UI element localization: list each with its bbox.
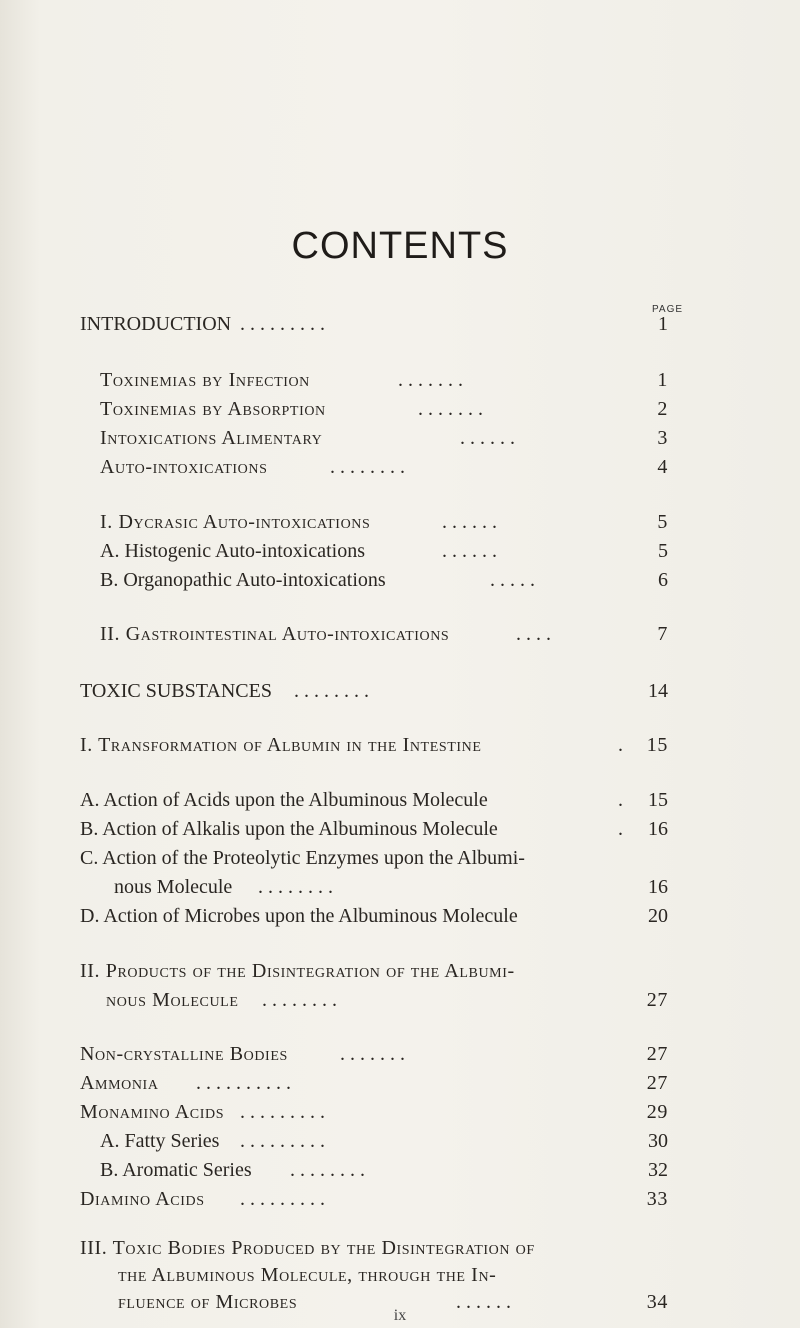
toc-entry	[0, 620, 800, 648]
toc-leader: . . . . . . . .	[290, 1159, 365, 1181]
toc-leader: . . . . . . .	[398, 369, 463, 391]
toc-entry	[0, 844, 800, 872]
toc-entry-text: D. Action of Microbes upon the Albuminous Molecule	[80, 905, 518, 927]
toc-entry-text: the Albuminous Molecule, through the In-	[118, 1264, 497, 1286]
toc-leader: . . . . . .	[442, 540, 497, 562]
toc-entry	[0, 424, 800, 452]
toc-page-number: 15	[646, 734, 668, 756]
toc-entry	[0, 1069, 800, 1097]
toc-leader: .	[618, 734, 623, 756]
toc-leader: . . . . . . . . .	[240, 1188, 325, 1210]
toc-entry-text: A. Fatty Series	[100, 1130, 220, 1152]
toc-page-number: 6	[658, 569, 668, 591]
toc-leader: . . . . . . .	[340, 1043, 405, 1065]
toc-entry	[0, 537, 800, 565]
toc-entry-text: III. Toxic Bodies Produced by the Disintegration of	[80, 1237, 535, 1259]
toc-entry-text: Toxinemias by Absorption	[100, 398, 326, 420]
toc-entry-text: Monamino Acids	[80, 1101, 225, 1123]
toc-entry-text: C. Action of the Proteolytic Enzymes upon the Albumi-	[80, 847, 525, 869]
toc-entry	[0, 1261, 800, 1289]
toc-page-number: 29	[646, 1101, 668, 1123]
toc-entry-text: Auto-intoxications	[100, 456, 268, 478]
toc-entry-text: Intoxications Alimentary	[100, 427, 323, 449]
toc-page-number: 15	[648, 789, 668, 811]
toc-page-number: 14	[648, 680, 668, 702]
toc-entry-text: I. Transformation of Albumin in the Intestine	[80, 734, 482, 756]
toc-leader: . . . . . .	[442, 511, 497, 533]
toc-entry-text: nous Molecule	[106, 989, 239, 1011]
toc-leader: .	[618, 789, 623, 811]
toc-entry-text: TOXIC SUBSTANCES	[80, 680, 272, 702]
toc-entry	[0, 1156, 800, 1184]
toc-page-number: 1	[658, 313, 668, 335]
toc-entry-text: INTRODUCTION	[80, 313, 232, 335]
toc-entry	[0, 957, 800, 985]
toc-page-number: 30	[648, 1130, 668, 1152]
toc-entry	[0, 566, 800, 594]
toc-page-number: 7	[657, 623, 668, 645]
toc-leader: . . . . . . . . . .	[196, 1072, 291, 1094]
toc-page-number: 1	[657, 369, 668, 391]
toc-leader: . . . .	[516, 623, 551, 645]
toc-leader: . . . . . . . .	[330, 456, 405, 478]
toc-entry	[0, 395, 800, 423]
toc-entry	[0, 1234, 800, 1262]
toc-page-number: 5	[657, 511, 668, 533]
page-folio: ix	[393, 1307, 407, 1324]
toc-page-number: 27	[646, 1072, 668, 1094]
toc-entry	[0, 731, 800, 759]
toc-page-number: 16	[648, 876, 668, 898]
toc-entry-text: Non-crystalline Bodies	[80, 1043, 288, 1065]
toc-entry	[0, 902, 800, 930]
toc-entry-text: Toxinemias by Infection	[100, 369, 310, 391]
toc-page-number: 27	[646, 1043, 668, 1065]
toc-entry-text: Diamino Acids	[80, 1188, 205, 1210]
toc-page-number: 34	[646, 1291, 668, 1313]
page-column-label: PAGE	[652, 304, 684, 315]
toc-page-number: 33	[646, 1188, 668, 1210]
toc-leader: . . . . . . . . .	[240, 1101, 325, 1123]
toc-leader: . . . . . .	[460, 427, 515, 449]
toc-entry	[0, 508, 800, 536]
toc-entry	[0, 1185, 800, 1213]
toc-entry	[0, 453, 800, 481]
toc-entry-text: II. Products of the Disintegration of the Albumi-	[80, 960, 515, 982]
toc-entry-text: A. Action of Acids upon the Albuminous Molecule	[80, 789, 488, 811]
toc-entry	[0, 786, 800, 814]
toc-leader: . . . . . .	[456, 1291, 511, 1313]
toc-leader: . . . . . . .	[418, 398, 483, 420]
toc-entry	[0, 986, 800, 1014]
toc-page-number: 2	[657, 398, 668, 420]
toc-entry	[0, 1098, 800, 1126]
toc-leader: . . . . .	[490, 569, 535, 591]
toc-entry-text: I. Dycrasic Auto-intoxications	[100, 511, 371, 533]
toc-entry-text: Ammonia	[80, 1072, 159, 1094]
toc-page-number: 32	[648, 1159, 668, 1181]
toc-entry-text: nous Molecule	[114, 876, 233, 898]
toc-entry-text: II. Gastrointestinal Auto-intoxications	[100, 623, 450, 645]
toc-entry	[0, 815, 800, 843]
toc-entry	[0, 1127, 800, 1155]
toc-page-number: 16	[648, 818, 668, 840]
toc-page-number: 5	[658, 540, 668, 562]
toc-leader: . . . . . . . .	[262, 989, 337, 1011]
toc-leader: . . . . . . . . .	[240, 313, 325, 335]
toc-leader: . . . . . . . .	[294, 680, 369, 702]
toc-entry-text: fluence of Microbes	[118, 1291, 298, 1313]
toc-page-number: 27	[646, 989, 668, 1011]
toc-entry	[0, 366, 800, 394]
toc-page-number: 4	[657, 456, 668, 478]
toc-leader: .	[618, 818, 623, 840]
toc-page-number: 3	[657, 427, 668, 449]
toc-entry	[0, 310, 800, 338]
toc-leader: . . . . . . . .	[258, 876, 333, 898]
page-title: CONTENTS	[291, 225, 509, 267]
toc-entry	[0, 677, 800, 705]
toc-page-number: 20	[648, 905, 668, 927]
toc-entry-text: B. Action of Alkalis upon the Albuminous Molecule	[80, 818, 498, 840]
toc-entry-text: A. Histogenic Auto-intoxications	[100, 540, 365, 562]
toc-entry	[0, 873, 800, 901]
toc-entry-text: B. Organopathic Auto-intoxications	[100, 569, 386, 591]
toc-entry-text: B. Aromatic Series	[100, 1159, 252, 1181]
toc-leader: . . . . . . . . .	[240, 1130, 325, 1152]
toc-entry	[0, 1040, 800, 1068]
